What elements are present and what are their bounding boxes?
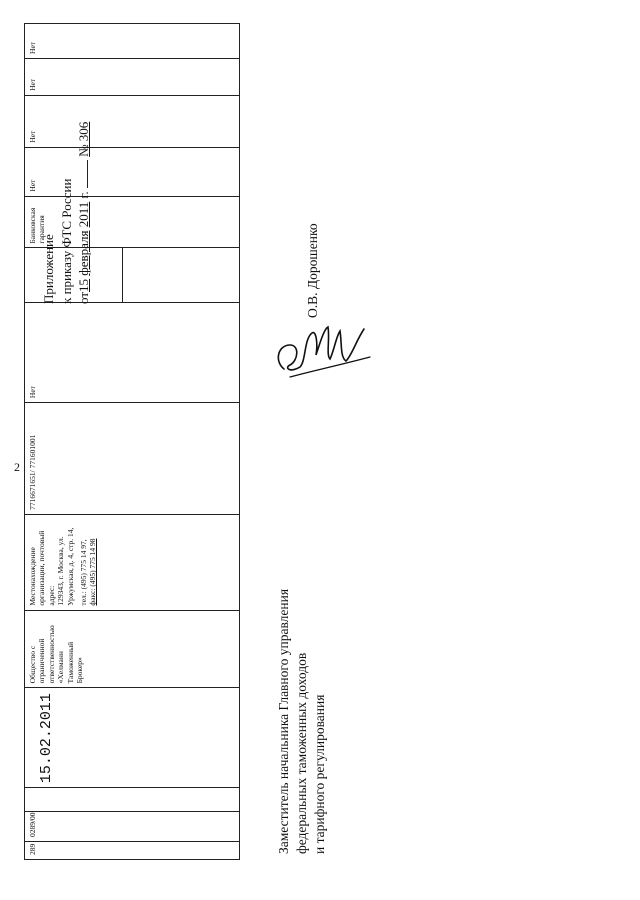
appendix-line-3 [75, 4, 93, 304]
registration-date: 15.02.2011 [38, 693, 55, 784]
reg-number: 0289/00 [28, 812, 37, 838]
appendix-line-2: к приказу ФТС России [58, 178, 74, 304]
col-g-value: Нет [28, 41, 37, 54]
appendix-date-prefix: от [76, 291, 92, 304]
order-number: № 306 [76, 121, 92, 157]
appendix-day: 15 [76, 278, 92, 292]
appendix-line-1: Приложение [41, 234, 56, 304]
appendix-header [40, 4, 93, 304]
signatory-line-1: Заместитель начальника Главного управления [276, 588, 291, 854]
row-number-cell [25, 841, 239, 859]
appendix-month: февраля [76, 230, 92, 276]
organization-cell [25, 610, 239, 688]
guarantee-value: Банковская гарантия [28, 207, 47, 244]
appendix-year-suffix: г. [76, 191, 92, 199]
inn-kpp-cell [25, 402, 239, 514]
reg-number-cell [25, 811, 239, 841]
signatory-line-3: и тарифного регулирования [312, 694, 328, 854]
empty-cell [25, 787, 239, 811]
col-f-value: Нет [28, 78, 37, 91]
fax-value: факс: (495) 775 14 98 [88, 538, 98, 606]
page-number: 2 [14, 460, 20, 474]
address-cell [25, 514, 239, 610]
signatory-title [275, 589, 330, 854]
col-a-cell [25, 302, 239, 402]
col-e-value: Нет [28, 130, 37, 143]
signatory-name: О.В. Дорошенко [305, 223, 320, 318]
handwritten-signature [260, 315, 380, 385]
signatory-line-2: федеральных таможенных доходов [294, 652, 310, 854]
appendix-year: 2011 [76, 201, 92, 228]
col-d-value: Нет [28, 179, 37, 192]
organization-name: Общество с ограниченной ответственностью «Хелманн Таможенный Брокер» [28, 625, 84, 684]
inn-kpp: 7716671651/ 771601001 [28, 434, 37, 510]
phone-value: тел.: (495) 775 14 97, [78, 539, 88, 606]
address-value: 129343, г. Москва, ул. Уржумская, д. 4, стр. 14, [56, 527, 75, 606]
date-cell [25, 687, 239, 787]
address-label: Местонахождение организации, почтовый адрес: [28, 530, 56, 606]
col-a-value: Нет [28, 386, 37, 399]
row-number: 289 [28, 843, 37, 855]
